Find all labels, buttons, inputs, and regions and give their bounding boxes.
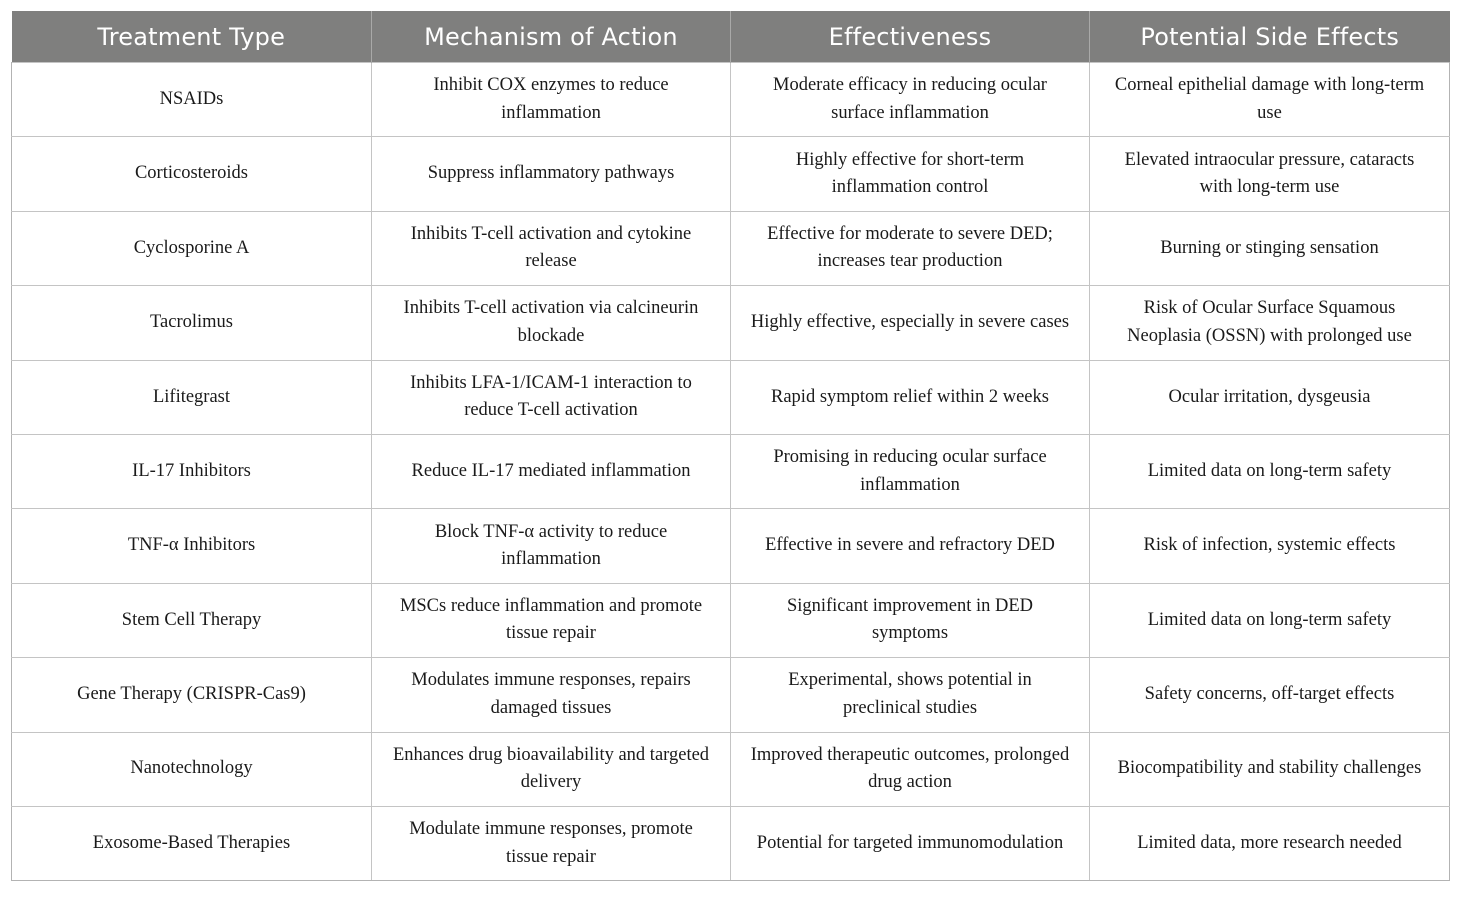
cell-effectiveness: Effective for moderate to severe DED; increases tear production [731,211,1090,285]
table-row [12,63,1450,137]
cell-treatment-type: Stem Cell Therapy [12,583,372,657]
cell-mechanism: Enhances drug bioavailability and targeted delivery [372,732,731,806]
cell-mechanism: Suppress inflammatory pathways [372,137,731,211]
cell-side-effects: Risk of Ocular Surface Squamous Neoplasia (OSSN) with prolonged use [1090,286,1450,360]
table-row [12,658,1450,732]
cell-treatment-type: Cyclosporine A [12,211,372,285]
cell-effectiveness: Effective in severe and refractory DED [731,509,1090,583]
table-row [12,211,1450,285]
cell-treatment-type: Gene Therapy (CRISPR-Cas9) [12,658,372,732]
cell-mechanism: Inhibits T-cell activation via calcineurin blockade [372,286,731,360]
cell-side-effects: Limited data, more research needed [1090,806,1450,880]
cell-side-effects: Ocular irritation, dysgeusia [1090,360,1450,434]
cell-side-effects: Biocompatibility and stability challenges [1090,732,1450,806]
cell-mechanism: Block TNF-α activity to reduce inflammation [372,509,731,583]
cell-effectiveness: Moderate efficacy in reducing ocular surface inflammation [731,63,1090,137]
cell-effectiveness: Potential for targeted immunomodulation [731,806,1090,880]
cell-side-effects: Burning or stinging sensation [1090,211,1450,285]
cell-side-effects: Limited data on long-term safety [1090,434,1450,508]
cell-mechanism: Modulates immune responses, repairs damaged tissues [372,658,731,732]
treatment-table-container [11,11,1449,881]
table-row [12,286,1450,360]
cell-effectiveness: Experimental, shows potential in preclinical studies [731,658,1090,732]
cell-side-effects: Safety concerns, off-target effects [1090,658,1450,732]
cell-effectiveness: Highly effective for short-term inflammation control [731,137,1090,211]
column-header-potential-side-effects: Potential Side Effects [1090,11,1450,63]
table-row [12,434,1450,508]
cell-mechanism: Inhibit COX enzymes to reduce inflammation [372,63,731,137]
cell-treatment-type: Nanotechnology [12,732,372,806]
cell-mechanism: Inhibits T-cell activation and cytokine release [372,211,731,285]
cell-side-effects: Risk of infection, systemic effects [1090,509,1450,583]
table-header-row [12,11,1450,63]
cell-effectiveness: Highly effective, especially in severe cases [731,286,1090,360]
table-row [12,509,1450,583]
cell-effectiveness: Improved therapeutic outcomes, prolonged drug action [731,732,1090,806]
cell-mechanism: Reduce IL-17 mediated inflammation [372,434,731,508]
column-header-effectiveness: Effectiveness [731,11,1090,63]
cell-treatment-type: Corticosteroids [12,137,372,211]
cell-treatment-type: TNF-α Inhibitors [12,509,372,583]
column-header-mechanism-of-action: Mechanism of Action [372,11,731,63]
cell-treatment-type: NSAIDs [12,63,372,137]
cell-side-effects: Limited data on long-term safety [1090,583,1450,657]
cell-mechanism: Modulate immune responses, promote tissue repair [372,806,731,880]
cell-mechanism: Inhibits LFA-1/ICAM-1 interaction to reduce T-cell activation [372,360,731,434]
table-row [12,732,1450,806]
cell-effectiveness: Rapid symptom relief within 2 weeks [731,360,1090,434]
cell-effectiveness: Promising in reducing ocular surface inflammation [731,434,1090,508]
table-row [12,806,1450,880]
table-row [12,137,1450,211]
cell-treatment-type: IL-17 Inhibitors [12,434,372,508]
cell-treatment-type: Exosome-Based Therapies [12,806,372,880]
cell-side-effects: Elevated intraocular pressure, cataracts with long-term use [1090,137,1450,211]
table-row [12,360,1450,434]
cell-mechanism: MSCs reduce inflammation and promote tissue repair [372,583,731,657]
table-row [12,583,1450,657]
cell-effectiveness: Significant improvement in DED symptoms [731,583,1090,657]
cell-treatment-type: Lifitegrast [12,360,372,434]
column-header-treatment-type: Treatment Type [12,11,372,63]
cell-treatment-type: Tacrolimus [12,286,372,360]
treatment-comparison-table [11,11,1450,881]
cell-side-effects: Corneal epithelial damage with long-term use [1090,63,1450,137]
